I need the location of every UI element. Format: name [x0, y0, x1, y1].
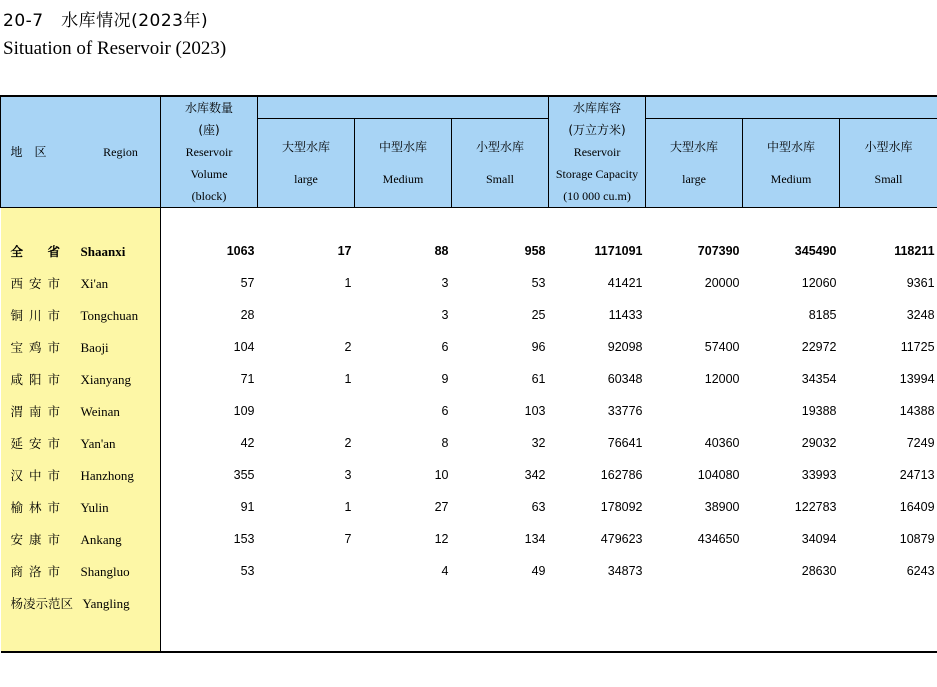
value-cell: 178092	[600, 500, 643, 514]
value-cell	[258, 395, 355, 427]
table-row	[1, 299, 937, 331]
value-cell	[646, 395, 743, 427]
volume-header	[161, 96, 258, 208]
table-row	[1, 555, 937, 587]
value-cell: 153	[233, 532, 255, 546]
region-cell	[1, 395, 161, 427]
region-name-cn: 咸阳市	[10, 372, 67, 387]
value-cell: 134	[524, 532, 546, 546]
vol-small-header	[452, 119, 549, 208]
value-cell: 24713	[899, 468, 935, 482]
value-cell: 122783	[794, 500, 837, 514]
region-cell	[1, 267, 161, 299]
value-cell: 355	[233, 468, 255, 482]
value-cell: 109	[233, 404, 255, 418]
value-cell: 22972	[801, 340, 837, 354]
value-cell: 28630	[801, 564, 837, 578]
value-cell	[258, 587, 355, 619]
value-cell	[258, 299, 355, 331]
value-cell: 88	[434, 244, 449, 258]
value-cell: 7	[344, 532, 352, 546]
value-cell: 19388	[801, 404, 837, 418]
capacity-header-line: Storage Capacity	[555, 167, 639, 181]
value-cell	[646, 555, 743, 587]
cap-large-header	[646, 119, 743, 208]
value-cell: 60348	[607, 372, 643, 386]
value-cell	[840, 587, 937, 619]
region-header-en: Region	[103, 145, 138, 159]
cap-large-cn: 大型水库	[670, 140, 719, 154]
region-header	[1, 96, 161, 208]
region-name-en: Hanzhong	[80, 468, 134, 483]
cap-small-en: Small	[874, 172, 903, 186]
value-cell: 53	[240, 564, 255, 578]
vol-large-cn: 大型水库	[281, 140, 330, 154]
table-row	[1, 587, 937, 619]
region-name-cn: 延安市	[10, 436, 67, 451]
value-cell: 17	[337, 244, 352, 258]
cap-small-cn: 小型水库	[864, 140, 913, 154]
region-name-cn: 安康市	[10, 532, 67, 547]
region-name-en: Shangluo	[80, 564, 130, 579]
capacity-header-line: 水库库容	[573, 101, 622, 115]
value-cell: 2	[344, 436, 352, 450]
value-cell: 3248	[906, 308, 935, 322]
value-cell: 76641	[607, 436, 643, 450]
value-cell	[355, 587, 452, 619]
value-cell	[452, 587, 549, 619]
region-cell	[1, 459, 161, 491]
table-title-en: Situation of Reservoir (2023)	[3, 38, 227, 59]
table-title-cn: 20-7 水库情况(2023年)	[3, 11, 209, 31]
volume-header-line: (座)	[198, 123, 220, 137]
value-cell: 61	[531, 372, 546, 386]
vol-medium-en: Medium	[382, 172, 424, 186]
region-name-cn: 西安市	[10, 276, 67, 291]
region-cell	[1, 587, 161, 619]
region-cell	[1, 523, 161, 555]
value-cell: 28	[240, 308, 255, 322]
cap-small-header	[840, 119, 937, 208]
value-cell: 9	[441, 372, 449, 386]
value-cell: 91	[240, 500, 255, 514]
value-cell: 345490	[794, 244, 837, 258]
value-cell: 103	[524, 404, 546, 418]
value-cell: 958	[524, 244, 546, 258]
value-cell: 11725	[900, 340, 935, 354]
value-cell: 14388	[899, 404, 935, 418]
value-cell: 40360	[704, 436, 740, 450]
value-cell	[743, 587, 840, 619]
region-name-en: Xi'an	[80, 276, 109, 291]
region-name-en: Yulin	[80, 500, 109, 515]
cap-medium-header	[743, 119, 840, 208]
value-cell: 13994	[899, 372, 935, 386]
total-row	[1, 235, 937, 267]
table-row	[1, 267, 937, 299]
region-cell	[1, 331, 161, 363]
value-cell: 479623	[600, 532, 643, 546]
value-cell	[258, 555, 355, 587]
volume-header-line: Volume	[190, 167, 228, 181]
value-cell	[161, 587, 258, 619]
value-cell	[646, 587, 743, 619]
value-cell: 41421	[607, 276, 643, 290]
value-cell: 707390	[697, 244, 740, 258]
value-cell: 42	[240, 436, 255, 450]
reservoir-table	[0, 95, 937, 653]
value-cell: 6243	[906, 564, 935, 578]
region-name-cn: 汉中市	[10, 468, 67, 483]
value-cell: 4	[441, 564, 449, 578]
capacity-header	[549, 96, 646, 208]
value-cell: 10879	[899, 532, 935, 546]
value-cell: 162786	[600, 468, 643, 482]
value-cell: 12060	[801, 276, 837, 290]
table-row	[1, 523, 937, 555]
vol-medium-header	[355, 119, 452, 208]
value-cell: 32	[531, 436, 546, 450]
value-cell: 118211	[894, 244, 935, 258]
spacer-region-cell	[1, 208, 161, 236]
value-cell: 8185	[808, 308, 837, 322]
cap-medium-en: Medium	[770, 172, 812, 186]
region-name-en: Shaanxi	[80, 244, 126, 259]
value-cell: 33993	[801, 468, 837, 482]
value-cell: 8	[441, 436, 449, 450]
region-cell	[1, 235, 161, 267]
region-name-en: Tongchuan	[80, 308, 139, 323]
value-cell: 1	[344, 276, 352, 290]
region-header-cn: 地 区	[10, 145, 47, 159]
vol-small-cn: 小型水库	[476, 140, 525, 154]
vol-medium-cn: 中型水库	[378, 140, 427, 154]
value-cell: 1063	[226, 244, 255, 258]
region-name-cn: 杨凌示范区	[10, 596, 74, 611]
region-name-en: Baoji	[80, 340, 109, 355]
value-cell: 71	[240, 372, 255, 386]
value-cell: 342	[524, 468, 546, 482]
cap-medium-cn: 中型水库	[767, 140, 816, 154]
cap-large-en: large	[682, 172, 706, 186]
value-cell: 57400	[704, 340, 740, 354]
value-cell: 25	[531, 308, 546, 322]
value-cell: 10	[434, 468, 449, 482]
capacity-header-line: (10 000 cu.m)	[563, 189, 631, 203]
value-cell: 29032	[801, 436, 837, 450]
value-cell: 27	[434, 500, 449, 514]
value-cell: 57	[240, 276, 255, 290]
region-name-en: Ankang	[80, 532, 122, 547]
value-cell: 49	[531, 564, 546, 578]
value-cell: 11433	[608, 308, 643, 322]
value-cell: 12	[434, 532, 449, 546]
value-cell: 33776	[607, 404, 643, 418]
volume-subgroup-bar	[258, 96, 549, 119]
value-cell: 34873	[607, 564, 643, 578]
value-cell: 34094	[801, 532, 837, 546]
value-cell: 20000	[704, 276, 740, 290]
table-row	[1, 491, 937, 523]
value-cell: 104080	[697, 468, 740, 482]
vol-large-header	[258, 119, 355, 208]
value-cell: 434650	[697, 532, 740, 546]
region-cell	[1, 363, 161, 395]
value-cell: 63	[531, 500, 546, 514]
table-row	[1, 395, 937, 427]
volume-header-line: 水库数量	[184, 101, 233, 115]
value-cell: 6	[441, 404, 449, 418]
region-cell	[1, 555, 161, 587]
value-cell: 1	[344, 500, 352, 514]
value-cell: 9361	[906, 276, 935, 290]
value-cell: 38900	[704, 500, 740, 514]
value-cell: 53	[531, 276, 546, 290]
spacer-row	[1, 208, 937, 236]
value-cell: 92098	[607, 340, 643, 354]
value-cell: 16409	[899, 500, 935, 514]
value-cell: 6	[441, 340, 449, 354]
value-cell: 104	[233, 340, 255, 354]
value-cell: 96	[531, 340, 546, 354]
volume-header-line: (block)	[191, 189, 227, 203]
value-cell: 12000	[704, 372, 740, 386]
bottom-spacer-row	[1, 619, 937, 652]
value-cell: 3	[441, 308, 449, 322]
region-cell	[1, 491, 161, 523]
spacer-region-cell	[1, 619, 161, 652]
region-name-en: Weinan	[80, 404, 120, 419]
value-cell: 3	[344, 468, 352, 482]
value-cell: 1	[344, 372, 352, 386]
table-row	[1, 331, 937, 363]
volume-header-line: Reservoir	[185, 145, 233, 159]
vol-small-en: Small	[486, 172, 515, 186]
value-cell	[549, 587, 646, 619]
table-row	[1, 363, 937, 395]
value-cell	[646, 299, 743, 331]
region-name-cn: 商洛市	[10, 564, 67, 579]
capacity-subgroup-bar	[646, 96, 937, 119]
value-cell: 1171091	[594, 244, 643, 258]
value-cell: 34354	[801, 372, 837, 386]
region-name-cn: 铜川市	[10, 308, 67, 323]
value-cell: 7249	[906, 436, 935, 450]
region-name-cn: 渭南市	[10, 404, 67, 419]
region-name-en: Yangling	[82, 596, 130, 611]
region-name-cn: 宝鸡市	[10, 340, 67, 355]
value-cell: 3	[441, 276, 449, 290]
capacity-header-line: Reservoir	[573, 145, 621, 159]
region-cell	[1, 299, 161, 331]
table-row	[1, 427, 937, 459]
region-name-en: Xianyang	[80, 372, 132, 387]
capacity-header-line: (万立方米)	[568, 123, 626, 137]
region-cell	[1, 427, 161, 459]
region-name-cn: 全 省	[10, 244, 67, 259]
region-name-en: Yan'an	[80, 436, 116, 451]
vol-large-en: large	[294, 172, 318, 186]
value-cell: 2	[344, 340, 352, 354]
region-name-cn: 榆林市	[10, 500, 67, 515]
table-row	[1, 459, 937, 491]
